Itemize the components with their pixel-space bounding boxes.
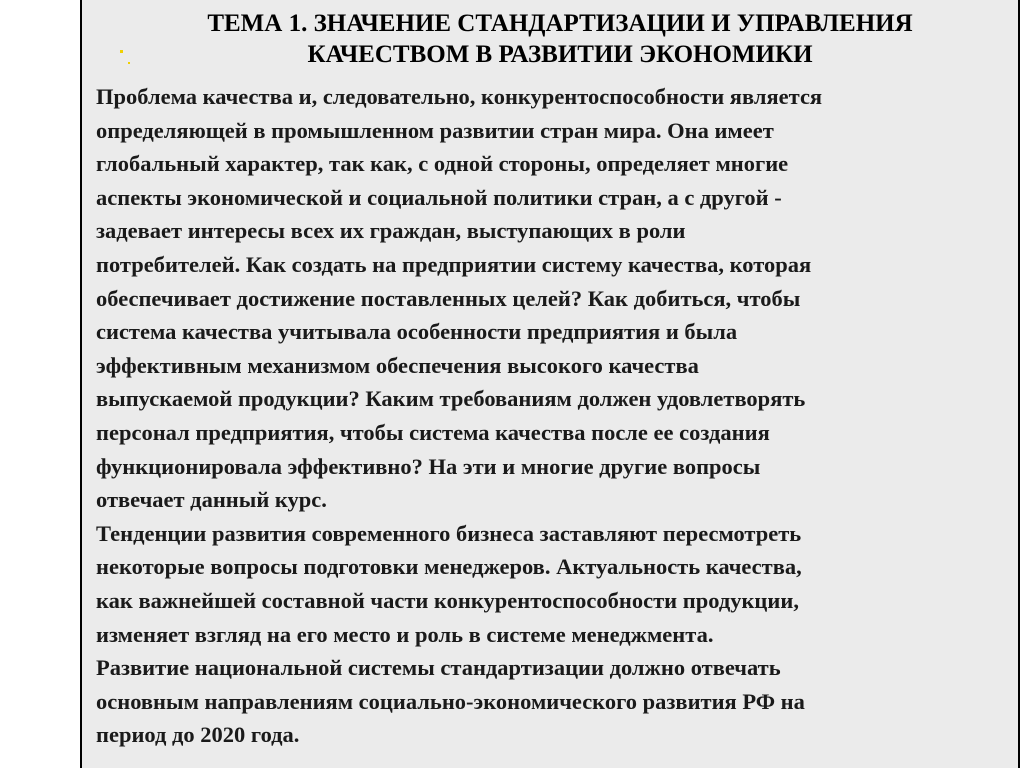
body-line: персонал предприятия, чтобы система качества после ее создания (96, 419, 770, 445)
body-line: период до 2020 года. (96, 722, 300, 748)
body-line: выпускаемой продукции? Каким требованиям должен удовлетворять (96, 386, 806, 412)
body-line: изменяет взгляд на его место и роль в системе менеджмента. (96, 621, 714, 647)
body-line: Проблема качества и, следовательно, конкурентоспособности является (96, 84, 823, 109)
body-line: отвечает данный курс. (96, 487, 327, 513)
body-line: система качества учитывала особенности предприятия и была (96, 319, 738, 345)
body-line: задевает интересы всех их граждан, выступающих в роли (96, 218, 686, 244)
slide-title-line-1: ТЕМА 1. ЗНАЧЕНИЕ СТАНДАРТИЗАЦИИ И УПРАВЛЕНИЯ (207, 10, 913, 37)
slide-title-line-2: КАЧЕСТВОМ В РАЗВИТИИ ЭКОНОМИКИ (307, 41, 813, 68)
body-line: эффективным механизмом обеспечения высокого качества (96, 352, 699, 378)
body-line: основным направлениям социально-экономического развития РФ на (96, 688, 805, 714)
body-line: некоторые вопросы подготовки менеджеров. Актуальность качества, (96, 554, 802, 580)
body-line: как важнейшей составной части конкурентоспособности продукции, (96, 587, 799, 613)
slide-body-text (96, 80, 1014, 752)
body-line: аспекты экономической и социальной политики стран, а с другой - (96, 184, 782, 210)
body-line: функционировала эффективно? На эти и многие другие вопросы (96, 453, 761, 479)
body-line: Тенденции развития современного бизнеса заставляют пересмотреть (96, 520, 802, 546)
body-line: глобальный характер, так как, с одной стороны, определяет многие (96, 151, 789, 177)
body-line: определяющей в промышленном развитии стран мира. Она имеет (96, 117, 774, 143)
body-line: Развитие национальной системы стандартизации должно отвечать (96, 655, 781, 681)
body-line: потребителей. Как создать на предприятии систему качества, которая (96, 251, 812, 277)
body-line: обеспечивает достижение поставленных целей? Как добиться, чтобы (96, 285, 801, 311)
slide-title (120, 8, 1000, 70)
